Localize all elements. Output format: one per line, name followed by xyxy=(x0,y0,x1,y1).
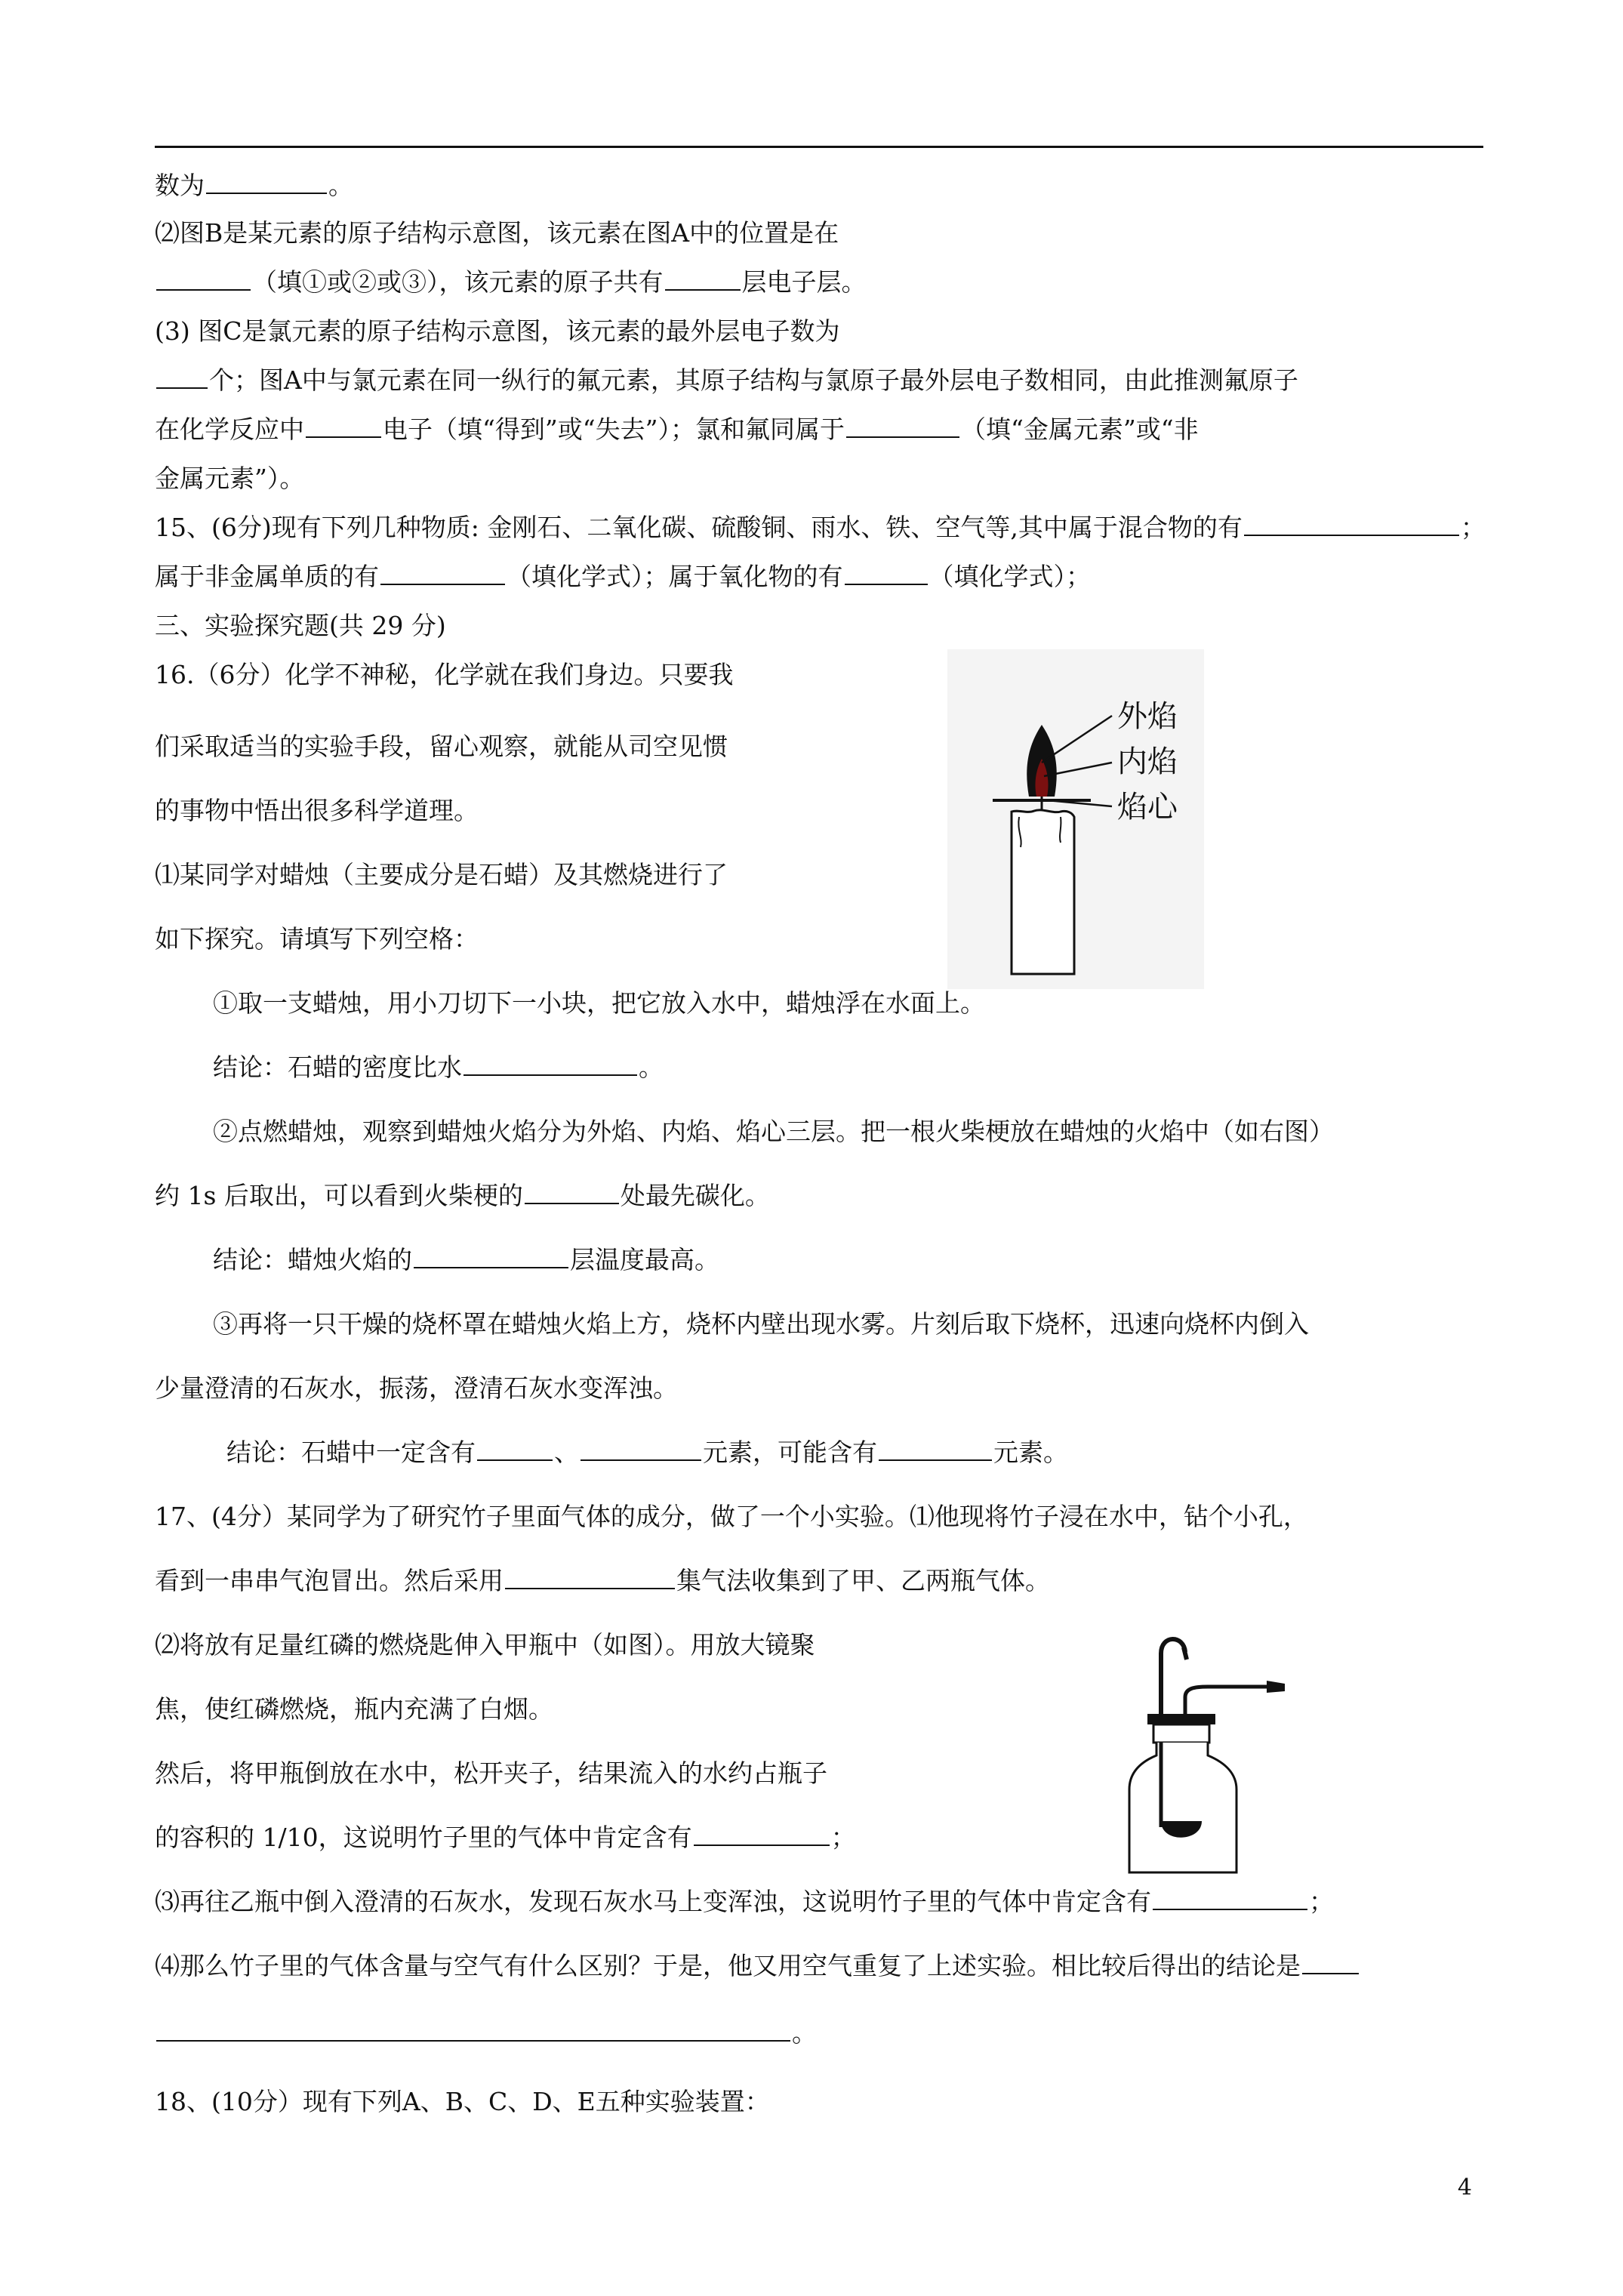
q14-line-1: 数为 。 xyxy=(155,171,353,200)
answer-blank[interactable] xyxy=(156,2017,790,2042)
q17-line-7: ⑶再往乙瓶中倒入澄清的石灰水，发现石灰水马上变浑浊，这说明竹子里的气体中肯定含有 ； xyxy=(155,1887,1334,1916)
answer-blank[interactable] xyxy=(156,267,251,291)
q16-line-4: ⑴某同学对蜡烛（主要成分是石蜡）及其燃烧进行了 xyxy=(155,860,728,889)
answer-blank[interactable] xyxy=(477,1437,553,1461)
header-rule xyxy=(155,146,1483,148)
q14-line-7: 金属元素”）。 xyxy=(155,464,305,493)
answer-blank[interactable] xyxy=(414,1244,568,1268)
q17-line-9: 。 xyxy=(155,2017,817,2049)
page-number: 4 xyxy=(1457,2174,1472,2201)
answer-blank[interactable] xyxy=(581,1437,701,1461)
q17-line-8: ⑷那么竹子里的气体含量与空气有什么区别？于是，他又用空气重复了上述实验。相比较后得出的结论是 xyxy=(155,1950,1360,1982)
answer-blank[interactable] xyxy=(665,267,741,291)
bottle xyxy=(1129,1743,1236,1872)
label-outer-flame: 外焰 xyxy=(1117,699,1178,734)
stopper xyxy=(1147,1714,1215,1724)
candle-body xyxy=(1012,810,1074,974)
q18-line-1: 18、(10分）现有下列A、B、C、D、E五种实验装置： xyxy=(155,2087,770,2116)
answer-blank[interactable] xyxy=(694,1822,830,1846)
q17-line-4: 焦，使红磷燃烧，瓶内充满了白烟。 xyxy=(155,1694,553,1724)
q16-conclusion-2: 结论：蜡烛火焰的 层温度最高。 xyxy=(213,1245,719,1274)
section-heading: 三、实验探究题(共 29 分) xyxy=(155,611,446,640)
q14-line-3: （填①或②或③），该元素的原子共有 层电子层。 xyxy=(155,267,867,298)
q16-conclusion-3: 结论：石蜡中一定含有 、 元素，可能含有 元素。 xyxy=(226,1438,1068,1467)
answer-blank[interactable] xyxy=(505,1565,675,1589)
q17-line-1: 17、(4分）某同学为了研究竹子里面气体的成分，做了一个小实验。⑴他现将竹子浸在水中，钻个小孔， xyxy=(155,1502,1308,1531)
q17-line-5: 然后，将甲瓶倒放在水中，松开夹子，结果流入的水约占瓶子 xyxy=(155,1758,827,1788)
q16-conclusion-1: 结论：石蜡的密度比水 。 xyxy=(213,1052,664,1082)
q14-line-2: ⑵图B是某元素的原子结构示意图，该元素在图A中的位置是在 xyxy=(155,218,839,248)
answer-blank[interactable] xyxy=(380,561,505,585)
q14-line-6: 在化学反应中 电子（填“得到”或“失去”）；氯和氟同属于 （填“金属元素”或“非 xyxy=(155,415,1199,444)
q16-step-3: ③再将一只干燥的烧杯罩在蜡烛火焰上方，烧杯内壁出现水雾。片刻后取下烧杯，迅速向烧杯内倒入 xyxy=(213,1309,1309,1339)
q16-line-3: 的事物中悟出很多科学道理。 xyxy=(155,796,479,825)
q17-line-2: 看到一串串气泡冒出。然后采用 集气法收集到了甲、乙两瓶气体。 xyxy=(155,1566,1050,1595)
candle-flame-figure xyxy=(947,649,1204,989)
answer-blank[interactable] xyxy=(846,414,959,438)
answer-blank[interactable] xyxy=(525,1180,619,1204)
q15-line-2: 属于非金属单质的有 （填化学式）；属于氧化物的有 （填化学式）； xyxy=(155,562,1091,591)
q15-line-1: 15、(6分)现有下列几种物质: 金刚石、二氧化碳、硫酸铜、雨水、铁、空气等,其中属于混合物的有 ； xyxy=(155,513,1486,542)
answer-blank[interactable] xyxy=(1244,512,1459,536)
q16-line-5: 如下探究。请填写下列空格： xyxy=(155,924,479,954)
q17-line-3: ⑵将放有足量红磷的燃烧匙伸入甲瓶中（如图）。用放大镜聚 xyxy=(155,1630,815,1660)
answer-blank[interactable] xyxy=(206,170,327,194)
label-flame-core: 焰心 xyxy=(1117,790,1178,824)
q14-line-4: (3) 图C是氯元素的原子结构示意图，该元素的最外层电子数为 xyxy=(155,316,840,346)
q16-step-2: ②点燃蜡烛，观察到蜡烛火焰分为外焰、内焰、焰心三层。把一根火柴梗放在蜡烛的火焰中（如右图） xyxy=(213,1117,1334,1146)
gas-bottle-figure xyxy=(1125,1623,1321,1880)
q16-line-2: 们采取适当的实验手段，留心观察，就能从司空见惯 xyxy=(155,732,728,761)
q16-step-2b: 约 1s 后取出，可以看到火柴梗的 处最先碳化。 xyxy=(155,1181,770,1210)
answer-blank[interactable] xyxy=(845,561,928,585)
q16-step-3b: 少量澄清的石灰水，振荡，澄清石灰水变浑浊。 xyxy=(155,1373,678,1403)
q16-step-1: ①取一支蜡烛，用小刀切下一小块，把它放入水中，蜡烛浮在水面上。 xyxy=(213,988,985,1018)
q17-line-6: 的容积的 1/10，这说明竹子里的气体中肯定含有 ； xyxy=(155,1823,856,1852)
side-tube xyxy=(1185,1687,1272,1715)
q14-line-5: 个；图A中与氯元素在同一纵行的氟元素，其原子结构与氯原子最外层电子数相同，由此推测氟原子 xyxy=(155,365,1298,396)
answer-blank[interactable] xyxy=(1153,1886,1307,1910)
answer-blank[interactable] xyxy=(1302,1950,1359,1974)
answer-blank[interactable] xyxy=(463,1052,637,1076)
label-inner-flame: 内焰 xyxy=(1117,744,1178,779)
answer-blank[interactable] xyxy=(879,1437,992,1461)
answer-blank[interactable] xyxy=(156,365,208,389)
answer-blank[interactable] xyxy=(306,414,381,438)
q16-line-1: 16.（6分）化学不神秘，化学就在我们身边。只要我 xyxy=(155,660,734,689)
